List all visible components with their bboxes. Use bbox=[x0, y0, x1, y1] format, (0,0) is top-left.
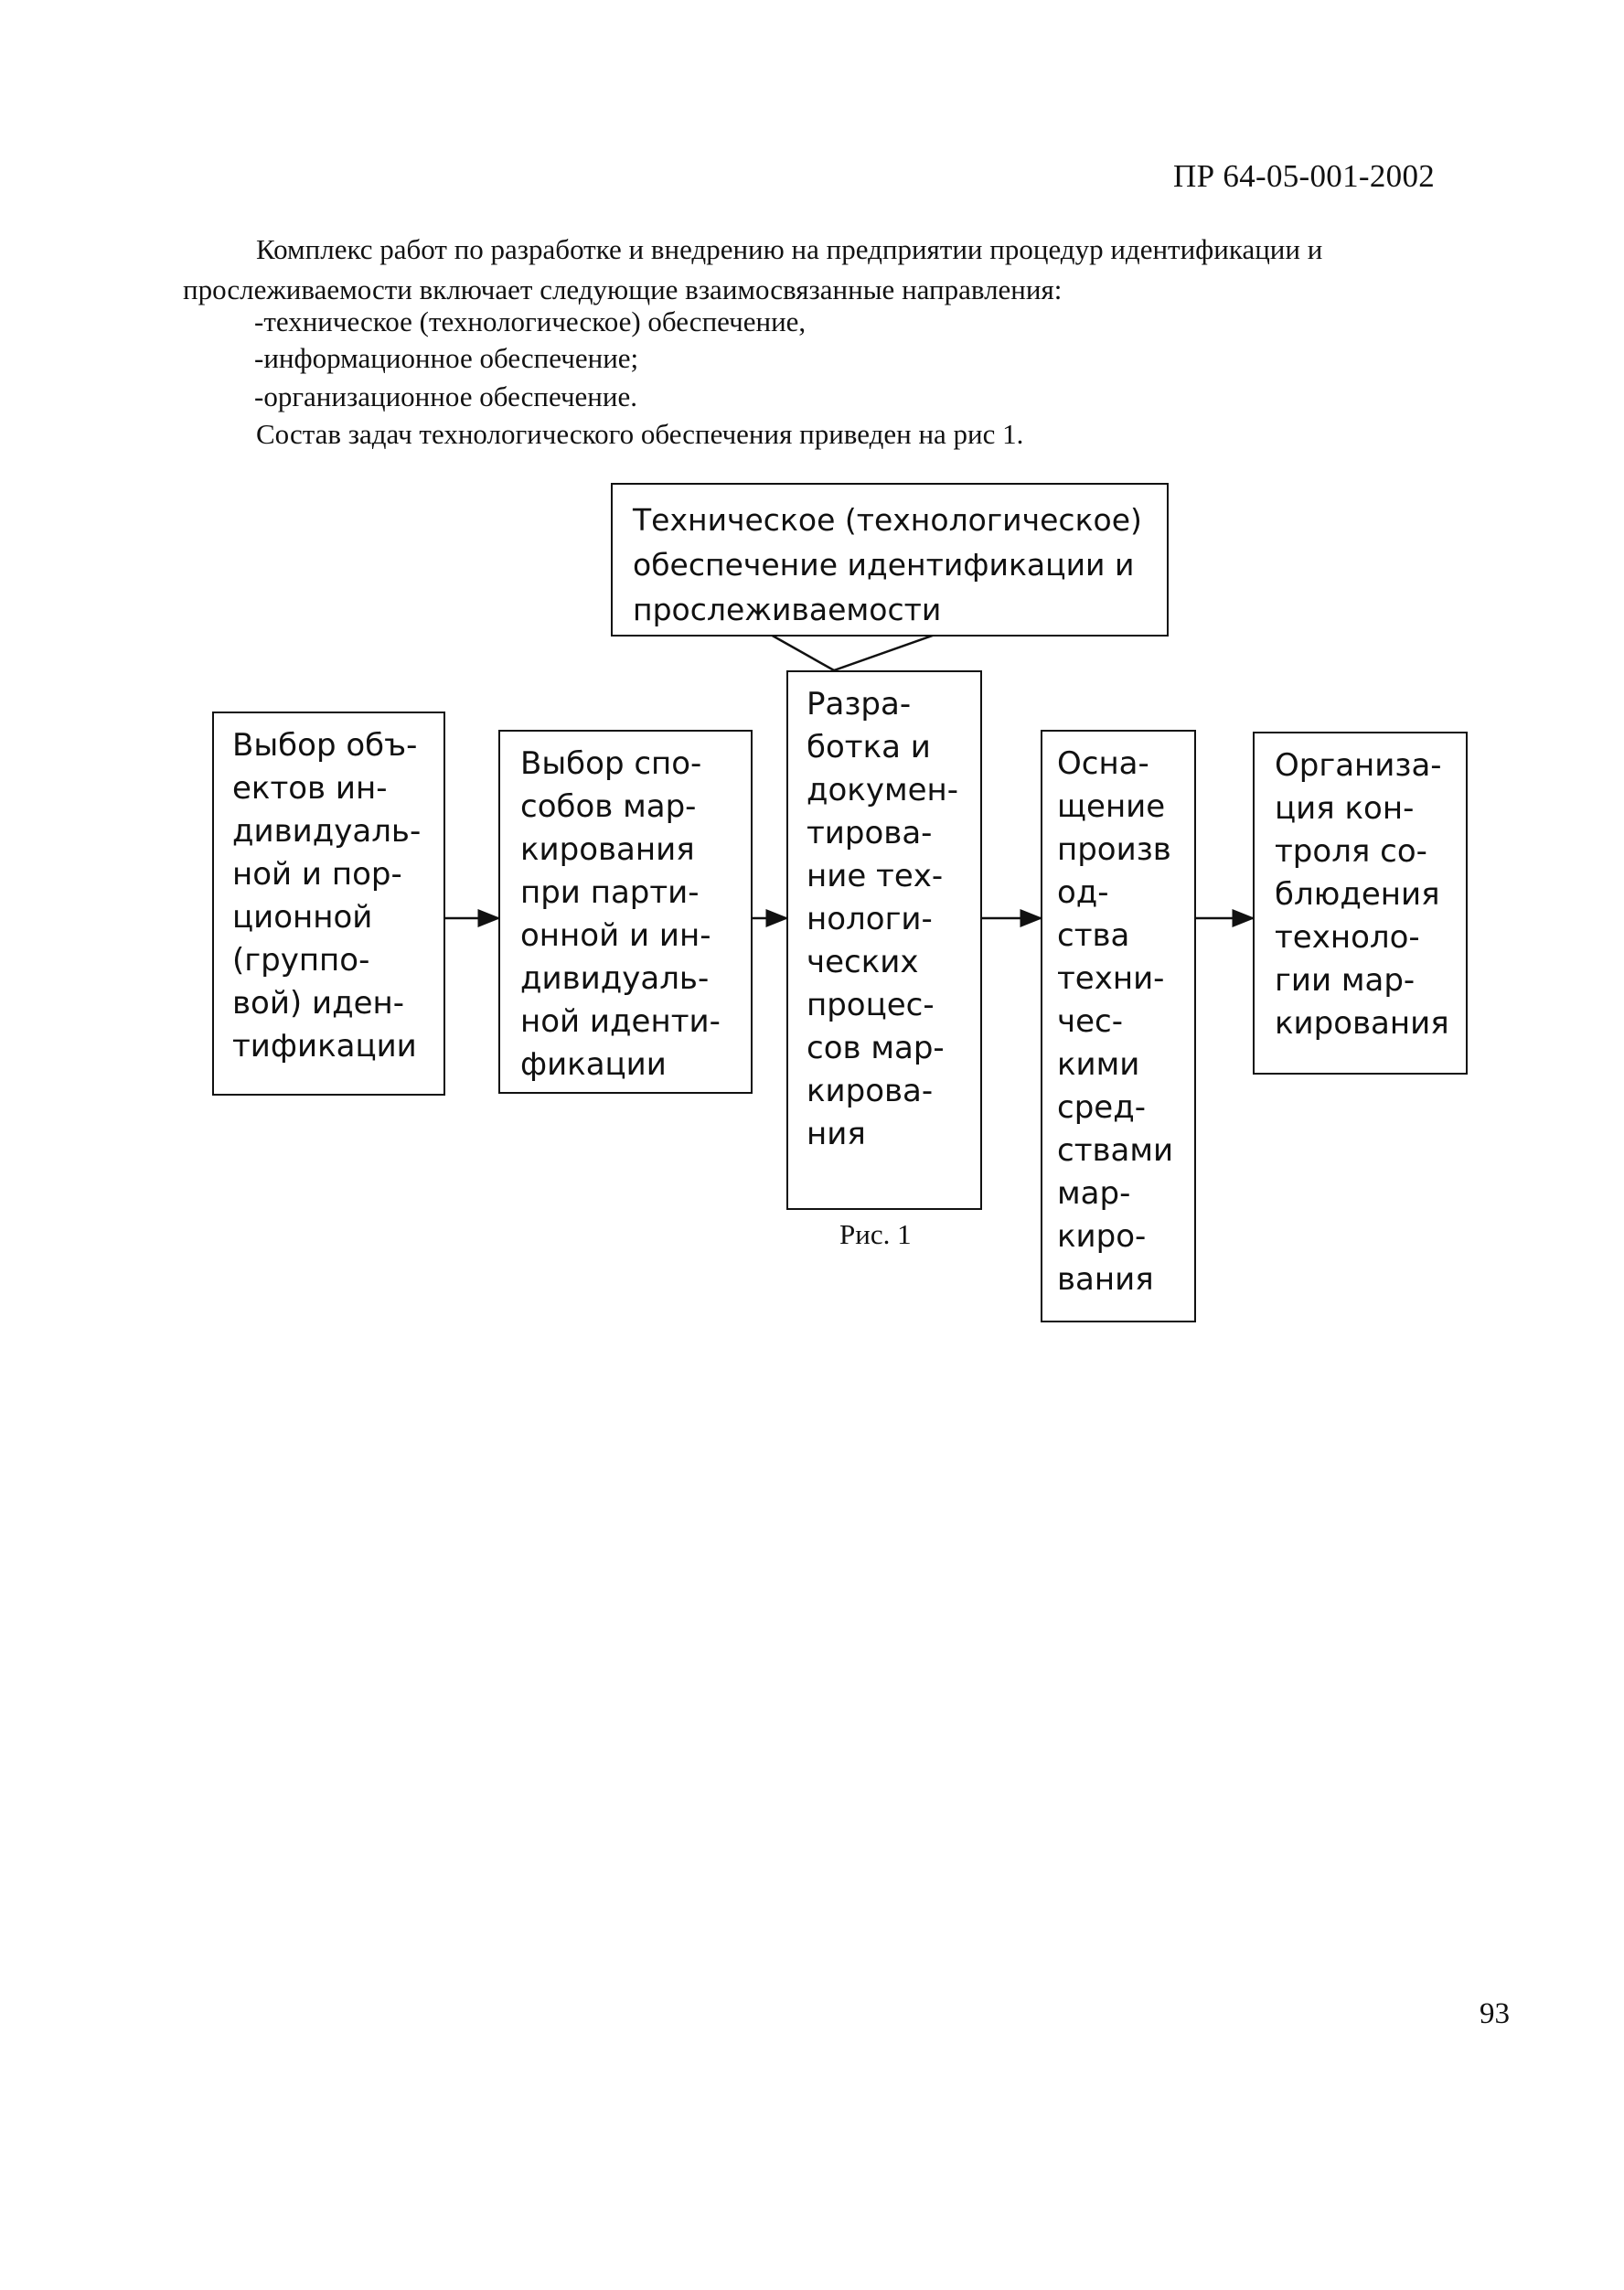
stage-equipment-box: Осна- щение произв од- ства техни- чес- кими сред- ствами мар- киро- вания bbox=[1041, 730, 1196, 1322]
stage-process-development-box: Разра- ботка и докумен- тирова- ние тех- нологи- ческих процес- сов мар- кирова- ния bbox=[786, 670, 982, 1210]
intro-paragraph-line-1: Комплекс работ по разработке и внедрению на предприятии процедур идентификации и bbox=[256, 233, 1323, 265]
stage-object-selection-box: Выбор объ- ектов ин- дивидуаль- ной и пор- ционной (группо- вой) иден- тификации bbox=[212, 712, 445, 1096]
stage-control-organization-box: Организа- ция кон- троля со- блюдения техноло- гии мар- кирования bbox=[1253, 732, 1468, 1075]
technical-support-box: Техническое (технологическое) обеспечение идентификации и прослеживаемости bbox=[611, 483, 1169, 637]
list-item-organizational: -организационное обеспечение. bbox=[254, 380, 637, 412]
stage-marking-method-box: Выбор спо- собов мар- кирования при парти- онной и ин- дивидуаль- ной иденти- фикации bbox=[498, 730, 753, 1094]
page-number: 93 bbox=[1480, 1997, 1510, 2030]
document-code: ПР 64-05-001-2002 bbox=[1173, 158, 1436, 194]
intro-paragraph-line-2: прослеживаемости включает следующие взаимосвязанные направления: bbox=[183, 273, 1063, 305]
list-item-informational: -информационное обеспечение; bbox=[254, 342, 639, 374]
figure-reference-sentence: Состав задач технологического обеспечения приведен на рис 1. bbox=[256, 418, 1024, 450]
list-item-technical: -техническое (технологическое) обеспечение, bbox=[254, 305, 807, 337]
figure-caption: Рис. 1 bbox=[839, 1218, 912, 1250]
